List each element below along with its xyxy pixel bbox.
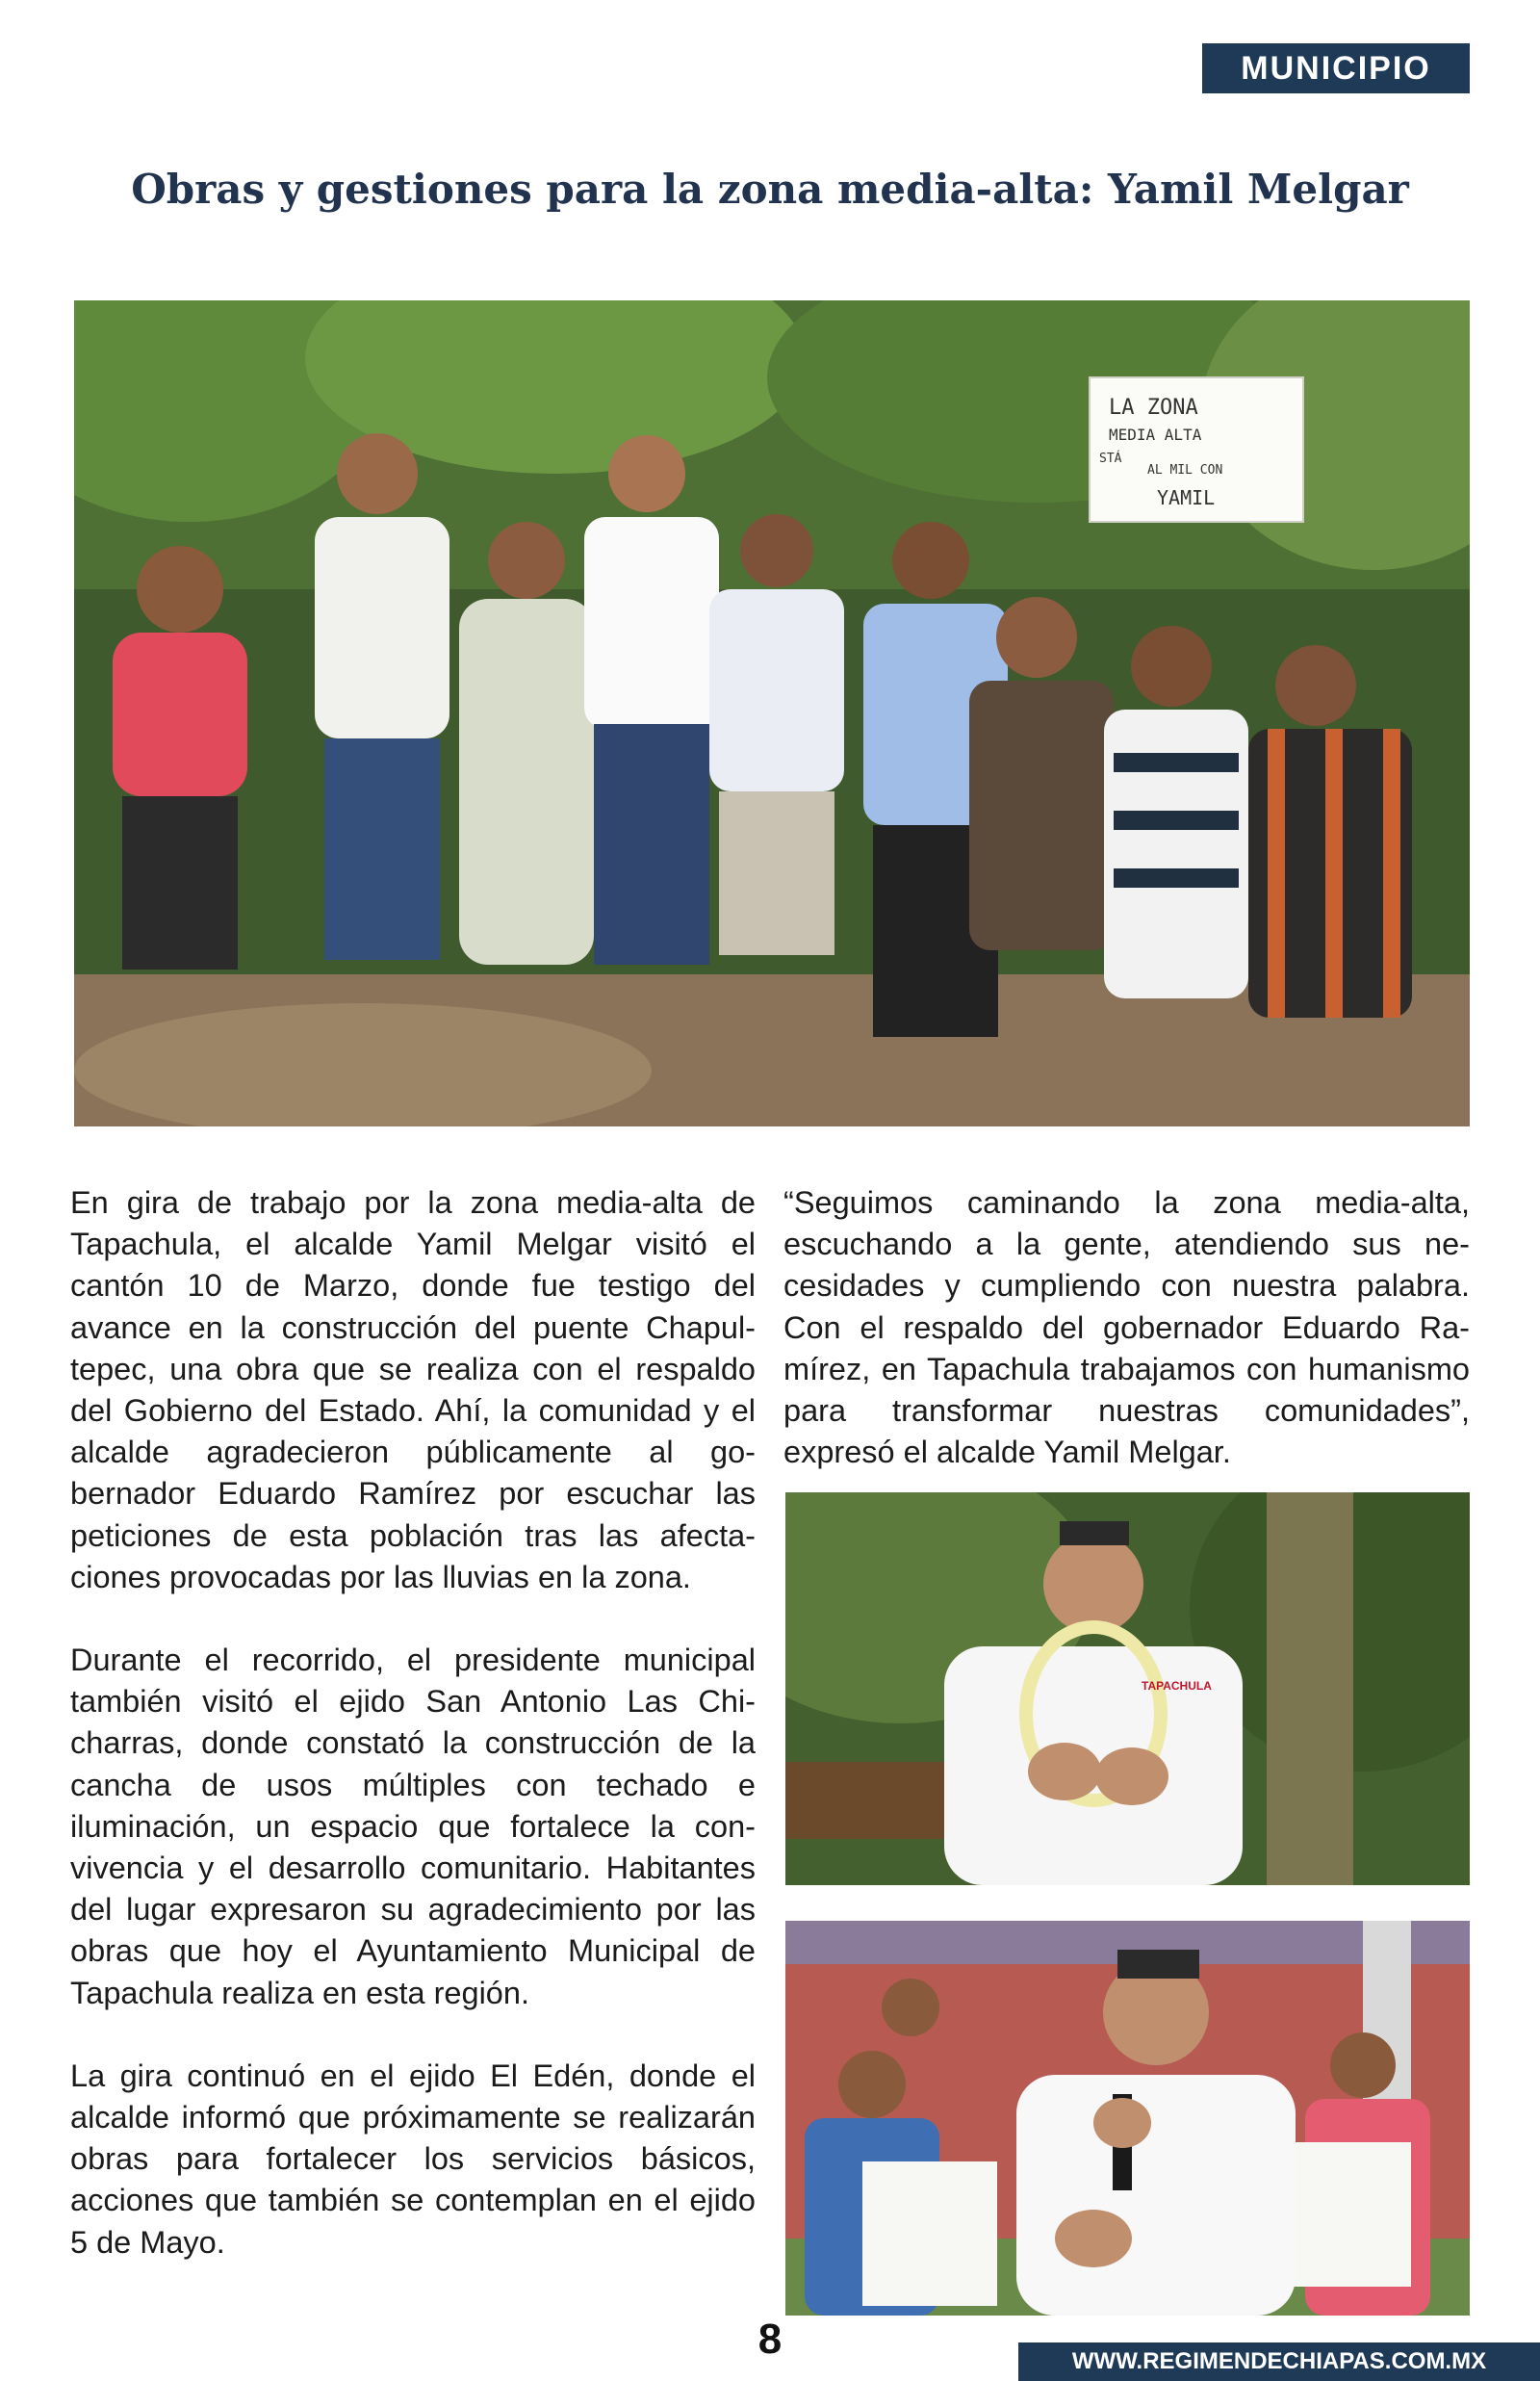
article-paragraph: La gira continuó en el ejido El Edén, donde el alcalde informó que próximamente se realizarán obras para fortalecer los servicios básicos, acciones que también se contemplan en el ejido 5 de Mayo. <box>70 2057 756 2260</box>
article-column-left <box>70 1182 756 2305</box>
shirt-text: TAPACHULA <box>1142 1679 1212 1693</box>
article-quote: “Seguimos caminando la zona media-alta, escuchando a la gente, atendiendo sus necesidades y cumpliendo con nuestra palabra. Con el respaldo del gobernador Eduardo Ramírez, en Tapachula trabajamos con humanismo para transformar nuestras comunidades”, expresó el alcalde Yamil Melgar. <box>783 1185 1470 1470</box>
article-paragraph: En gira de trabajo por la zona media-alta de Tapachula, el alcalde Yamil Melgar visitó el cantón 10 de Marzo, donde fue testigo del avance en la construcción del puente Chapultepec, una obra que se realiza con el respaldo del Gobierno del Estado. Ahí, la comunidad y el alcalde agradecieron públicamente al gobernador Eduardo Ramírez por escuchar las peticiones de esta población tras las afectaciones provocadas por las lluvias en la zona. <box>70 1185 756 1594</box>
article-headline: Obras y gestiones para la zona media-alta: Yamil Melgar <box>131 166 1409 213</box>
sign-line-3: STÁ <box>1099 452 1122 466</box>
page-number: 8 <box>757 2316 783 2363</box>
section-tag <box>1202 43 1470 93</box>
article-paragraph: Durante el recorrido, el presidente municipal también visitó el ejido San Antonio Las Chicharras, donde constató la construcción de la cancha de usos múltiples con techado e iluminación, un espacio que fortalece la convivencia y el desarrollo comunitario. Habitantes del lugar expresaron su agradecimiento por las obras que hoy el Ayuntamiento Municipal de Tapachula realiza en esta región. <box>70 1643 756 2010</box>
sign-line-2: MEDIA ALTA <box>1109 426 1202 444</box>
website-bar <box>1018 2342 1540 2381</box>
mayor-photo <box>785 1492 1470 1885</box>
website-link[interactable]: WWW.REGIMENDECHIAPAS.COM.MX <box>1071 2348 1487 2374</box>
sign-line-4: AL MIL CON <box>1147 463 1223 478</box>
speech-photo <box>785 1921 1470 2316</box>
group-photo <box>74 300 1470 1126</box>
article-column-right <box>783 1182 1470 1514</box>
section-label: MUNICIPIO <box>1241 49 1431 87</box>
sign-line-1: LA ZONA <box>1109 396 1198 420</box>
sign-line-5: YAMIL <box>1157 486 1216 509</box>
